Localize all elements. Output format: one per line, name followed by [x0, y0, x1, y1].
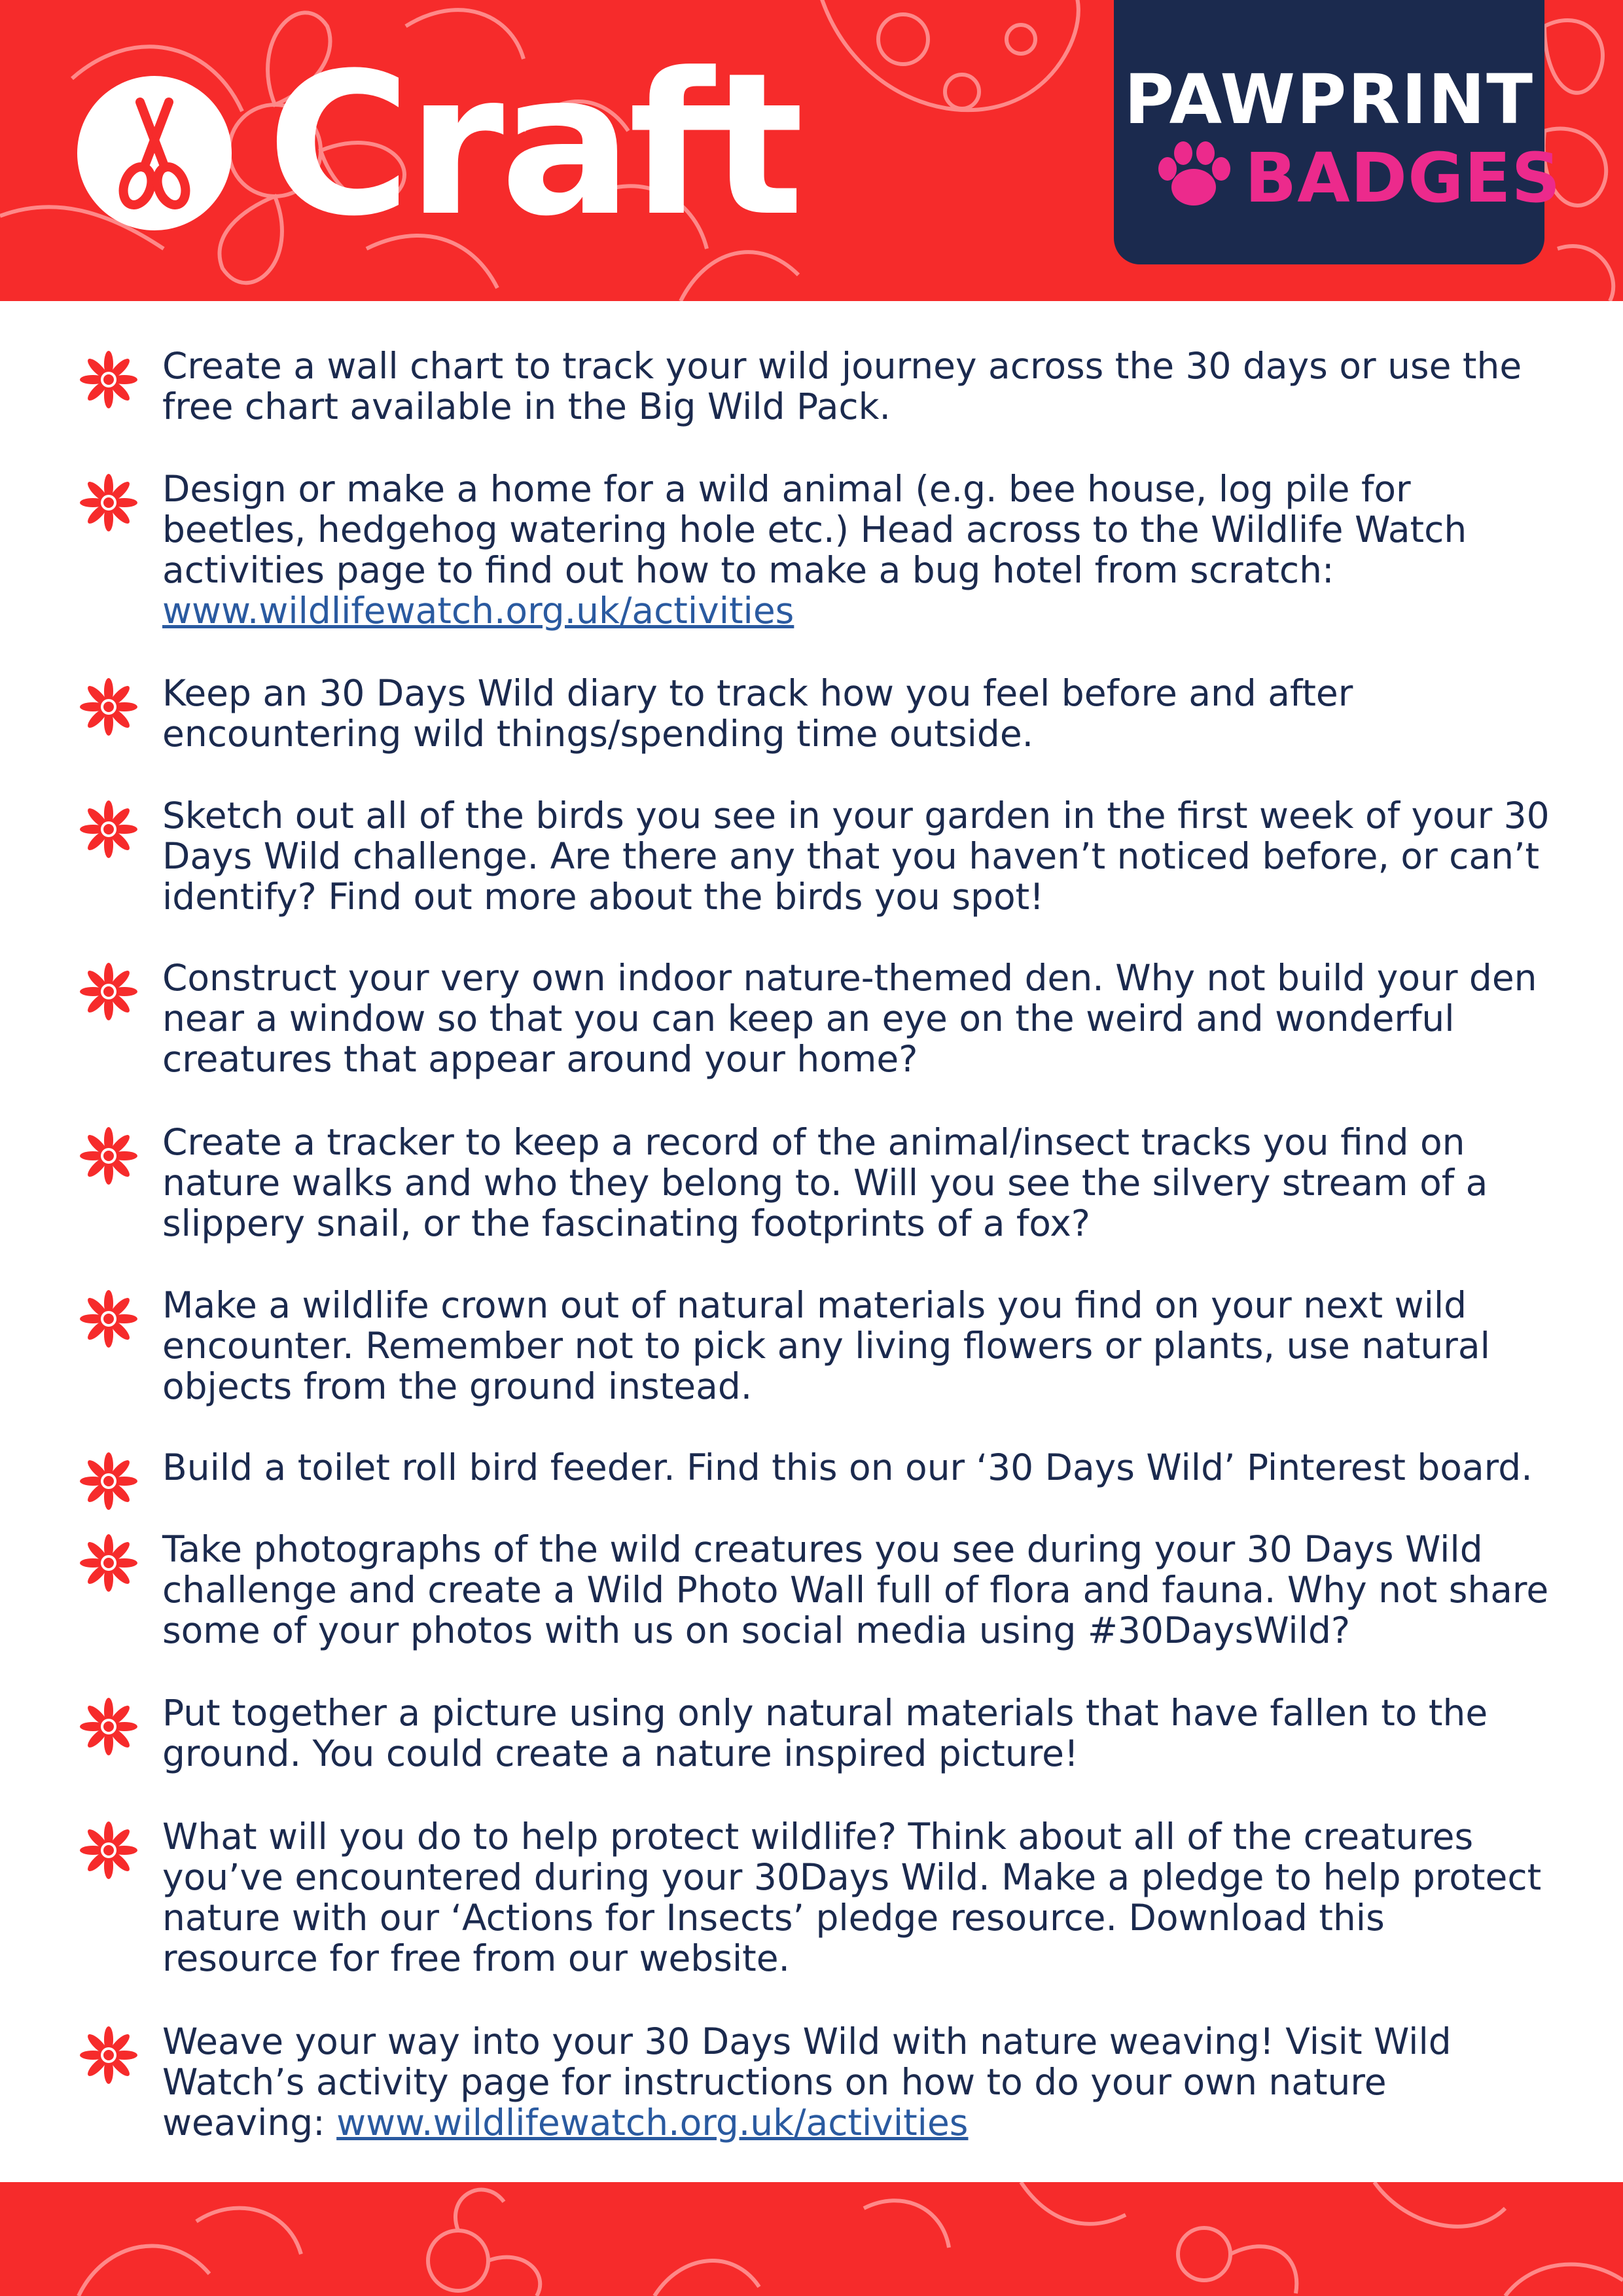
- flower-bullet-icon: [79, 677, 139, 737]
- flower-bullet-icon: [79, 350, 139, 410]
- list-item-text: [162, 673, 1550, 754]
- page-title: Craft: [267, 31, 800, 259]
- flower-bullet-icon: [79, 1126, 139, 1186]
- list-item-text: [162, 1816, 1550, 1979]
- list-item-body: Make a wildlife crown out of natural materials you find on your next wild encounter. Remember not to pick any living flowers or plants, use natural objects from the ground instead.: [162, 1284, 1490, 1407]
- logo-text-badges: BADGES: [1245, 138, 1561, 218]
- list-item-body: Build a toilet roll bird feeder. Find this on our ‘30 Days Wild’ Pinterest board.: [162, 1446, 1533, 1488]
- flower-bullet-icon: [79, 473, 139, 533]
- logo-text-pawprint: PAWPRINT: [1124, 60, 1535, 139]
- pawprint-badges-logo: [1114, 0, 1561, 264]
- flower-bullet-icon: [79, 1820, 139, 1880]
- list-item-body: Take photographs of the wild creatures you see during your 30 Days Wild challenge and create a Wild Photo Wall full of flora and fauna. Why not share some of your photos with us on social media using #30DaysWild?: [162, 1528, 1549, 1651]
- flower-bullet-icon: [79, 961, 139, 1022]
- list-item-text: [162, 2021, 1550, 2143]
- list-item-text: [162, 1122, 1550, 1244]
- list-item-text: [162, 1447, 1550, 1488]
- flower-bullet-icon: [79, 1289, 139, 1349]
- scissors-icon: [77, 76, 232, 230]
- flower-bullet-icon: [79, 1696, 139, 1757]
- list-item-text: [162, 795, 1550, 917]
- list-item-body: Create a wall chart to track your wild journey across the 30 days or use the free chart available in the Big Wild Pack.: [162, 345, 1522, 427]
- header-banner: [0, 0, 1623, 301]
- footer-banner: [0, 2182, 1623, 2296]
- list-item-body: Create a tracker to keep a record of the animal/insect tracks you find on nature walks and who they belong to. Will you see the silvery stream of a slippery snail, or the fascinating footprints of a fox?: [162, 1121, 1488, 1244]
- list-item-text: [162, 469, 1550, 631]
- scissors-icon-badge: [77, 76, 232, 230]
- list-item-text: [162, 1693, 1550, 1774]
- list-item-body: Construct your very own indoor nature-themed den. Why not build your den near a window so that you can keep an eye on the weird and wonderful creatures that appear around your home?: [162, 957, 1537, 1080]
- list-item-body: Put together a picture using only natural materials that have fallen to the ground. You could create a nature inspired picture!: [162, 1692, 1488, 1774]
- activities-link[interactable]: www.wildlifewatch.org.uk/activities: [336, 2102, 969, 2144]
- list-item-body: What will you do to help protect wildlife? Think about all of the creatures you’ve encountered during your 30Days Wild. Make a pledge to help protect nature with our ‘Actions for Insects’ pledge resource. Download this resource for free from our website.: [162, 1816, 1542, 1979]
- flower-pattern-decoration: [0, 2182, 1623, 2296]
- list-item-body: Design or make a home for a wild animal (e.g. bee house, log pile for beetles, hedgehog watering hole etc.) Head across to the Wildlife Watch activities page to find out how to make a bug hotel from scratch:: [162, 468, 1467, 591]
- list-item-body: Sketch out all of the birds you see in your garden in the first week of your 30 Days Wild challenge. Are there any that you haven’t noticed before, or can’t identify? Find out more about the birds you spot!: [162, 795, 1550, 918]
- list-item-text: [162, 958, 1550, 1079]
- list-item-body: Weave your way into your 30 Days Wild with nature weaving! Visit Wild Watch’s activity page for instructions on how to do your own nature weaving:: [162, 2020, 1452, 2144]
- flower-bullet-icon: [79, 1451, 139, 1511]
- list-item-body: Keep an 30 Days Wild diary to track how you feel before and after encountering wild things/spending time outside.: [162, 672, 1353, 755]
- paw-icon: [1153, 140, 1232, 212]
- list-item-text: [162, 346, 1550, 427]
- list-item-text: [162, 1529, 1550, 1651]
- flower-bullet-icon: [79, 2025, 139, 2085]
- flower-bullet-icon: [79, 1533, 139, 1593]
- flower-bullet-icon: [79, 799, 139, 859]
- list-item-text: [162, 1285, 1550, 1407]
- activities-link[interactable]: www.wildlifewatch.org.uk/activities: [162, 590, 794, 632]
